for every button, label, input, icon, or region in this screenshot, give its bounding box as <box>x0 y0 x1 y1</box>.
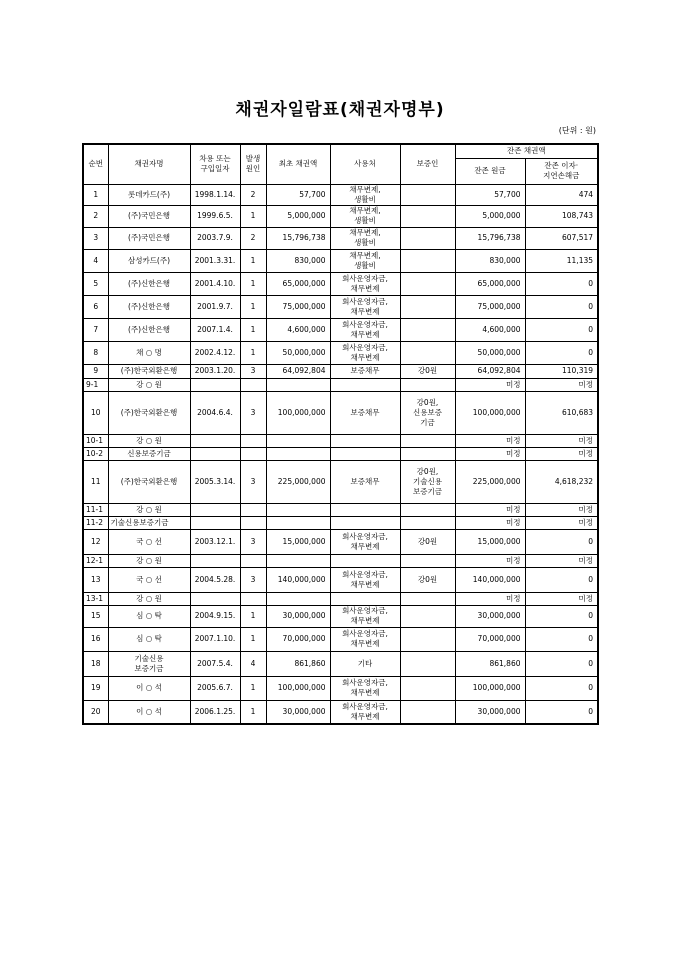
row-date: 2003.1.20. <box>190 364 240 378</box>
row-no: 2 <box>83 205 108 227</box>
row-principal: 15,796,738 <box>455 227 525 249</box>
row-creditor: (주)신한은행 <box>108 318 190 341</box>
row-interest: 미정 <box>525 378 598 391</box>
row-date: 2003.12.1. <box>190 529 240 554</box>
row-creditor: (주)한국외환은행 <box>108 391 190 434</box>
row-principal: 15,000,000 <box>455 529 525 554</box>
row-no: 8 <box>83 341 108 364</box>
row-guarantor: 강0원, 신용보증 기금 <box>400 391 455 434</box>
row-date <box>190 503 240 516</box>
table-row <box>83 567 598 592</box>
table-row <box>83 700 598 724</box>
row-cause <box>240 434 266 447</box>
row-use: 회사운영자금, 채무변제 <box>330 567 400 592</box>
row-cause <box>240 378 266 391</box>
row-creditor: 삼성카드(주) <box>108 249 190 272</box>
row-principal: 미정 <box>455 378 525 391</box>
row-guarantor <box>400 516 455 529</box>
row-guarantor <box>400 341 455 364</box>
row-creditor: 강 ○ 원 <box>108 554 190 567</box>
row-date: 2007.5.4. <box>190 651 240 676</box>
row-interest: 0 <box>525 676 598 700</box>
row-initial: 30,000,000 <box>266 605 330 627</box>
row-guarantor <box>400 227 455 249</box>
row-initial: 57,700 <box>266 184 330 205</box>
row-no: 11-1 <box>83 503 108 516</box>
row-no: 19 <box>83 676 108 700</box>
row-use: 보증채무 <box>330 391 400 434</box>
row-creditor: (주)한국외환은행 <box>108 460 190 503</box>
row-cause <box>240 592 266 605</box>
table-row <box>83 529 598 554</box>
table-row <box>83 605 598 627</box>
row-no: 11-2 <box>83 516 108 529</box>
row-use: 회사운영자금, 채무변제 <box>330 627 400 651</box>
table-row <box>83 434 598 447</box>
row-creditor: 강 ○ 원 <box>108 592 190 605</box>
row-date: 2007.1.10. <box>190 627 240 651</box>
row-interest: 0 <box>525 341 598 364</box>
row-use <box>330 516 400 529</box>
row-use <box>330 503 400 516</box>
row-interest: 0 <box>525 529 598 554</box>
header-initial: 최초 채권액 <box>266 144 330 184</box>
row-no: 11 <box>83 460 108 503</box>
table-row <box>83 249 598 272</box>
row-principal: 140,000,000 <box>455 567 525 592</box>
row-no: 20 <box>83 700 108 724</box>
row-use: 회사운영자금, 채무변제 <box>330 341 400 364</box>
row-date: 2005.3.14. <box>190 460 240 503</box>
row-principal: 100,000,000 <box>455 391 525 434</box>
table-row <box>83 205 598 227</box>
document-title: 채권자일람표(채권자명부) <box>235 100 445 120</box>
row-use: 채무변제, 생활비 <box>330 227 400 249</box>
row-creditor: 심 ○ 탁 <box>108 627 190 651</box>
row-guarantor <box>400 249 455 272</box>
row-use <box>330 434 400 447</box>
row-no: 13-1 <box>83 592 108 605</box>
row-creditor: 채 ○ 명 <box>108 341 190 364</box>
row-no: 10-1 <box>83 434 108 447</box>
row-cause: 2 <box>240 227 266 249</box>
row-interest: 0 <box>525 567 598 592</box>
row-cause <box>240 516 266 529</box>
table-row <box>83 516 598 529</box>
header-interest: 잔존 이자· 지연손해금 <box>525 158 598 184</box>
table-row <box>83 227 598 249</box>
table-row <box>83 503 598 516</box>
table-row <box>83 378 598 391</box>
row-guarantor <box>400 700 455 724</box>
row-creditor: 이 ○ 석 <box>108 700 190 724</box>
row-date: 2002.4.12. <box>190 341 240 364</box>
row-interest: 미정 <box>525 516 598 529</box>
table-row <box>83 627 598 651</box>
table-row <box>83 651 598 676</box>
row-guarantor <box>400 434 455 447</box>
row-interest: 11,135 <box>525 249 598 272</box>
row-initial: 15,796,738 <box>266 227 330 249</box>
row-initial <box>266 516 330 529</box>
row-principal: 100,000,000 <box>455 676 525 700</box>
row-cause: 3 <box>240 460 266 503</box>
row-use: 보증채무 <box>330 364 400 378</box>
row-no: 10-2 <box>83 447 108 460</box>
row-use: 채무변제, 생활비 <box>330 249 400 272</box>
row-date: 2007.1.4. <box>190 318 240 341</box>
row-initial: 861,860 <box>266 651 330 676</box>
row-no: 12-1 <box>83 554 108 567</box>
creditor-table <box>82 143 599 725</box>
row-no: 16 <box>83 627 108 651</box>
row-date <box>190 434 240 447</box>
row-cause: 1 <box>240 249 266 272</box>
row-interest: 610,683 <box>525 391 598 434</box>
table-row <box>83 460 598 503</box>
row-date: 2001.9.7. <box>190 295 240 318</box>
row-principal: 미정 <box>455 503 525 516</box>
row-initial: 5,000,000 <box>266 205 330 227</box>
header-principal: 잔존 원금 <box>455 158 525 184</box>
row-cause: 3 <box>240 529 266 554</box>
row-interest: 4,618,232 <box>525 460 598 503</box>
header-creditor: 채권자명 <box>108 144 190 184</box>
row-principal: 미정 <box>455 447 525 460</box>
row-principal: 30,000,000 <box>455 605 525 627</box>
row-principal: 830,000 <box>455 249 525 272</box>
row-use: 기타 <box>330 651 400 676</box>
row-interest: 0 <box>525 627 598 651</box>
row-interest: 미정 <box>525 434 598 447</box>
row-cause <box>240 554 266 567</box>
row-creditor: 심 ○ 탁 <box>108 605 190 627</box>
row-initial <box>266 447 330 460</box>
row-no: 3 <box>83 227 108 249</box>
table-row <box>83 391 598 434</box>
row-guarantor <box>400 184 455 205</box>
table-row <box>83 592 598 605</box>
row-initial: 50,000,000 <box>266 341 330 364</box>
row-principal: 미정 <box>455 516 525 529</box>
table-row <box>83 447 598 460</box>
row-initial <box>266 378 330 391</box>
row-date <box>190 447 240 460</box>
row-principal: 30,000,000 <box>455 700 525 724</box>
row-creditor: 롯데카드(주) <box>108 184 190 205</box>
row-no: 18 <box>83 651 108 676</box>
row-cause: 1 <box>240 205 266 227</box>
row-date: 2004.6.4. <box>190 391 240 434</box>
row-no: 9 <box>83 364 108 378</box>
row-date: 2004.9.15. <box>190 605 240 627</box>
row-date <box>190 554 240 567</box>
row-use: 회사운영자금, 채무변제 <box>330 272 400 295</box>
row-principal: 70,000,000 <box>455 627 525 651</box>
row-use: 회사운영자금, 채무변제 <box>330 318 400 341</box>
row-no: 5 <box>83 272 108 295</box>
row-cause: 3 <box>240 391 266 434</box>
row-guarantor <box>400 503 455 516</box>
row-date: 2001.4.10. <box>190 272 240 295</box>
row-interest: 0 <box>525 295 598 318</box>
row-use: 회사운영자금, 채무변제 <box>330 676 400 700</box>
row-principal: 50,000,000 <box>455 341 525 364</box>
row-guarantor <box>400 676 455 700</box>
row-initial: 64,092,804 <box>266 364 330 378</box>
row-guarantor <box>400 605 455 627</box>
row-cause: 2 <box>240 184 266 205</box>
row-principal: 5,000,000 <box>455 205 525 227</box>
row-initial: 225,000,000 <box>266 460 330 503</box>
row-creditor: (주)신한은행 <box>108 272 190 295</box>
row-principal: 225,000,000 <box>455 460 525 503</box>
row-initial <box>266 554 330 567</box>
row-use: 채무변제, 생활비 <box>330 205 400 227</box>
row-initial <box>266 592 330 605</box>
row-creditor: 이 ○ 석 <box>108 676 190 700</box>
row-guarantor <box>400 272 455 295</box>
row-use: 채무변제, 생활비 <box>330 184 400 205</box>
row-initial: 65,000,000 <box>266 272 330 295</box>
row-interest: 미정 <box>525 503 598 516</box>
header-cause: 발생 원인 <box>240 144 266 184</box>
unit-label: (단위 : 원) <box>558 126 596 135</box>
row-guarantor <box>400 554 455 567</box>
row-interest: 미정 <box>525 554 598 567</box>
row-use: 회사운영자금, 채무변제 <box>330 529 400 554</box>
row-date: 1999.6.5. <box>190 205 240 227</box>
row-date: 2005.6.7. <box>190 676 240 700</box>
row-cause: 1 <box>240 627 266 651</box>
row-cause: 1 <box>240 676 266 700</box>
row-principal: 미정 <box>455 434 525 447</box>
table-row <box>83 341 598 364</box>
row-cause: 4 <box>240 651 266 676</box>
row-cause <box>240 503 266 516</box>
row-cause: 1 <box>240 700 266 724</box>
row-no: 13 <box>83 567 108 592</box>
row-no: 4 <box>83 249 108 272</box>
row-interest: 110,319 <box>525 364 598 378</box>
row-interest: 607,517 <box>525 227 598 249</box>
row-use: 회사운영자금, 채무변제 <box>330 700 400 724</box>
row-use: 보증채무 <box>330 460 400 503</box>
row-cause: 3 <box>240 567 266 592</box>
row-use: 회사운영자금, 채무변제 <box>330 295 400 318</box>
row-principal: 57,700 <box>455 184 525 205</box>
row-cause: 1 <box>240 341 266 364</box>
row-interest: 474 <box>525 184 598 205</box>
row-guarantor <box>400 318 455 341</box>
row-no: 15 <box>83 605 108 627</box>
row-initial <box>266 503 330 516</box>
row-no: 1 <box>83 184 108 205</box>
row-guarantor <box>400 205 455 227</box>
row-principal: 75,000,000 <box>455 295 525 318</box>
row-initial: 140,000,000 <box>266 567 330 592</box>
row-creditor: 기술신용 보증기금 <box>108 651 190 676</box>
row-principal: 861,860 <box>455 651 525 676</box>
table-row <box>83 676 598 700</box>
row-creditor: 신용보증기금 <box>108 447 190 460</box>
row-guarantor: 강0원 <box>400 529 455 554</box>
row-guarantor: 강0원 <box>400 364 455 378</box>
row-initial: 100,000,000 <box>266 391 330 434</box>
row-creditor: (주)신한은행 <box>108 295 190 318</box>
row-principal: 미정 <box>455 554 525 567</box>
row-cause <box>240 447 266 460</box>
row-creditor: 국 ○ 선 <box>108 567 190 592</box>
row-use: 회사운영자금, 채무변제 <box>330 605 400 627</box>
row-guarantor <box>400 295 455 318</box>
row-creditor: (주)한국외환은행 <box>108 364 190 378</box>
row-guarantor: 강0원, 기술신용 보증기금 <box>400 460 455 503</box>
row-no: 6 <box>83 295 108 318</box>
row-interest: 108,743 <box>525 205 598 227</box>
row-date: 2003.7.9. <box>190 227 240 249</box>
row-interest: 0 <box>525 605 598 627</box>
row-interest: 0 <box>525 651 598 676</box>
header-guarantor: 보증인 <box>400 144 455 184</box>
header-use: 사용처 <box>330 144 400 184</box>
row-use <box>330 554 400 567</box>
row-cause: 1 <box>240 295 266 318</box>
header-no: 순번 <box>83 144 108 184</box>
row-guarantor <box>400 651 455 676</box>
row-date <box>190 592 240 605</box>
table-row <box>83 364 598 378</box>
row-interest: 0 <box>525 318 598 341</box>
row-no: 7 <box>83 318 108 341</box>
row-creditor: 강 ○ 원 <box>108 503 190 516</box>
row-no: 9-1 <box>83 378 108 391</box>
row-creditor: (주)국민은행 <box>108 205 190 227</box>
table-row <box>83 184 598 205</box>
row-guarantor <box>400 378 455 391</box>
row-no: 12 <box>83 529 108 554</box>
row-date: 2006.1.25. <box>190 700 240 724</box>
row-principal: 65,000,000 <box>455 272 525 295</box>
row-cause: 1 <box>240 272 266 295</box>
table-row <box>83 295 598 318</box>
row-date <box>190 378 240 391</box>
row-guarantor <box>400 447 455 460</box>
row-guarantor <box>400 627 455 651</box>
row-initial: 100,000,000 <box>266 676 330 700</box>
row-creditor: 국 ○ 선 <box>108 529 190 554</box>
row-date: 1998.1.14. <box>190 184 240 205</box>
row-date <box>190 516 240 529</box>
row-no: 10 <box>83 391 108 434</box>
row-initial: 75,000,000 <box>266 295 330 318</box>
row-use <box>330 447 400 460</box>
row-use <box>330 592 400 605</box>
row-creditor: 강 ○ 원 <box>108 434 190 447</box>
row-creditor: (주)국민은행 <box>108 227 190 249</box>
row-creditor: 기술신용보증기금 <box>108 516 190 529</box>
row-cause: 1 <box>240 318 266 341</box>
row-initial <box>266 434 330 447</box>
row-guarantor <box>400 592 455 605</box>
table-row <box>83 554 598 567</box>
table-row <box>83 272 598 295</box>
row-guarantor: 강0원 <box>400 567 455 592</box>
row-initial: 4,600,000 <box>266 318 330 341</box>
header-remaining: 잔존 채권액 <box>455 144 598 158</box>
row-interest: 미정 <box>525 592 598 605</box>
row-interest: 0 <box>525 700 598 724</box>
row-date: 2004.5.28. <box>190 567 240 592</box>
row-interest: 미정 <box>525 447 598 460</box>
row-initial: 830,000 <box>266 249 330 272</box>
table-row <box>83 318 598 341</box>
row-interest: 0 <box>525 272 598 295</box>
row-principal: 미정 <box>455 592 525 605</box>
row-principal: 4,600,000 <box>455 318 525 341</box>
row-cause: 3 <box>240 364 266 378</box>
row-initial: 70,000,000 <box>266 627 330 651</box>
row-cause: 1 <box>240 605 266 627</box>
row-date: 2001.3.31. <box>190 249 240 272</box>
row-initial: 15,000,000 <box>266 529 330 554</box>
row-creditor: 강 ○ 원 <box>108 378 190 391</box>
row-initial: 30,000,000 <box>266 700 330 724</box>
row-use <box>330 378 400 391</box>
header-date: 차용 또는 구입일자 <box>190 144 240 184</box>
row-principal: 64,092,804 <box>455 364 525 378</box>
